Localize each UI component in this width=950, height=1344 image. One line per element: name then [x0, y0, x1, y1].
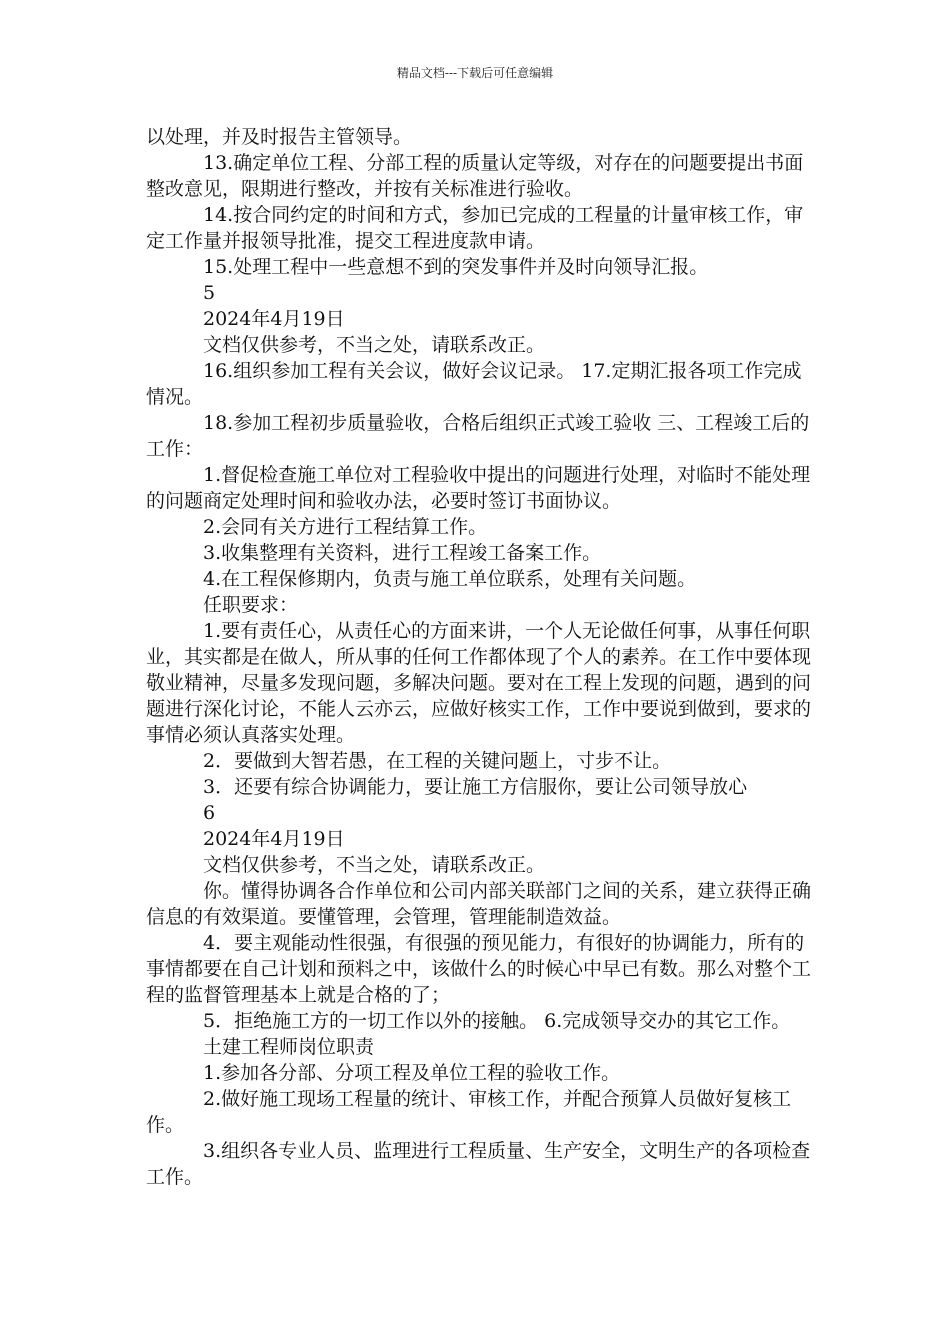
- paragraph: 6: [203, 802, 216, 824]
- document-body: [146, 124, 816, 1190]
- paragraph: 文档仅供参考，不当之处，请联系改正。: [203, 334, 546, 356]
- paragraph: 3.收集整理有关资料，进行工程竣工备案工作。: [203, 542, 602, 564]
- paragraph: 16.组织参加工程有关会议，做好会议记录。 17.定期汇报各项工作完成情况。: [146, 360, 802, 408]
- paragraph: 2.做好施工现场工程量的统计、审核工作，并配合预算人员做好复核工作。: [146, 1088, 792, 1136]
- paragraph: 以处理，并及时报告主管领导。: [146, 126, 413, 148]
- paragraph: 14.按合同约定的时间和方式，参加已完成的工程量的计量审核工作，审定工作量并报领导批准，提交工程进度款申请。: [146, 204, 804, 252]
- paragraph: 土建工程师岗位职责: [203, 1036, 375, 1058]
- paragraph: 你。懂得协调各合作单位和公司内部关联部门之间的关系，建立获得正确信息的有效渠道。要懂管理，会管理，管理能制造效益。: [146, 880, 812, 928]
- paragraph: 2024年4月19日: [203, 828, 345, 850]
- paragraph: 13.确定单位工程、分部工程的质量认定等级，对存在的问题要提出书面整改意见，限期进行整改，并按有关标准进行验收。: [146, 152, 804, 200]
- paragraph: 3.组织各专业人员、监理进行工程质量、生产安全，文明生产的各项检查工作。: [146, 1140, 811, 1188]
- paragraph: 1.参加各分部、分项工程及单位工程的验收工作。: [203, 1062, 621, 1084]
- paragraph: 4．要主观能动性很强，有很强的预见能力，有很好的协调能力，所有的事情都要在自己计划和预料之中，该做什么的时候心中早已有数。那么对整个工程的监督管理基本上就是合格的了；: [146, 932, 812, 1006]
- paragraph: 1.督促检查施工单位对工程验收中提出的问题进行处理，对临时不能处理的问题商定处理时间和验收办法，必要时签订书面协议。: [146, 464, 811, 512]
- paragraph: 文档仅供参考，不当之处，请联系改正。: [203, 854, 546, 876]
- paragraph: 任职要求：: [203, 594, 299, 616]
- paragraph: 5: [203, 282, 216, 304]
- paragraph: 5．拒绝施工方的一切工作以外的接触。 6.完成领导交办的其它工作。: [203, 1010, 791, 1032]
- paragraph: 2024年4月19日: [203, 308, 345, 330]
- paragraph: 2.会同有关方进行工程结算工作。: [203, 516, 488, 538]
- paragraph: 2．要做到大智若愚，在工程的关键问题上，寸步不让。: [203, 750, 672, 772]
- paragraph: 15.处理工程中一些意想不到的突发事件并及时向领导汇报。: [203, 256, 709, 278]
- paragraph: 18.参加工程初步质量验收，合格后组织正式竣工验收 三、工程竣工后的工作：: [146, 412, 810, 460]
- paragraph: 1.要有责任心，从责任心的方面来讲，一个人无论做任何事，从事任何职业，其实都是在做人，所从事的任何工作都体现了个人的素养。在工作中要体现敬业精神，尽量多发现问题，多解决问题。要对在工程上发现的问题，遇到的问题进行深化讨论，不能人云亦云，应做好核实工作，工作中要说到做到，要求的事情必须认真落实处理。: [146, 620, 812, 746]
- paragraph: 4.在工程保修期内，负责与施工单位联系，处理有关问题。: [203, 568, 697, 590]
- page-header: 精品文档---下载后可任意编辑: [396, 66, 554, 80]
- paragraph: 3．还要有综合协调能力，要让施工方信服你，要让公司领导放心: [203, 776, 748, 798]
